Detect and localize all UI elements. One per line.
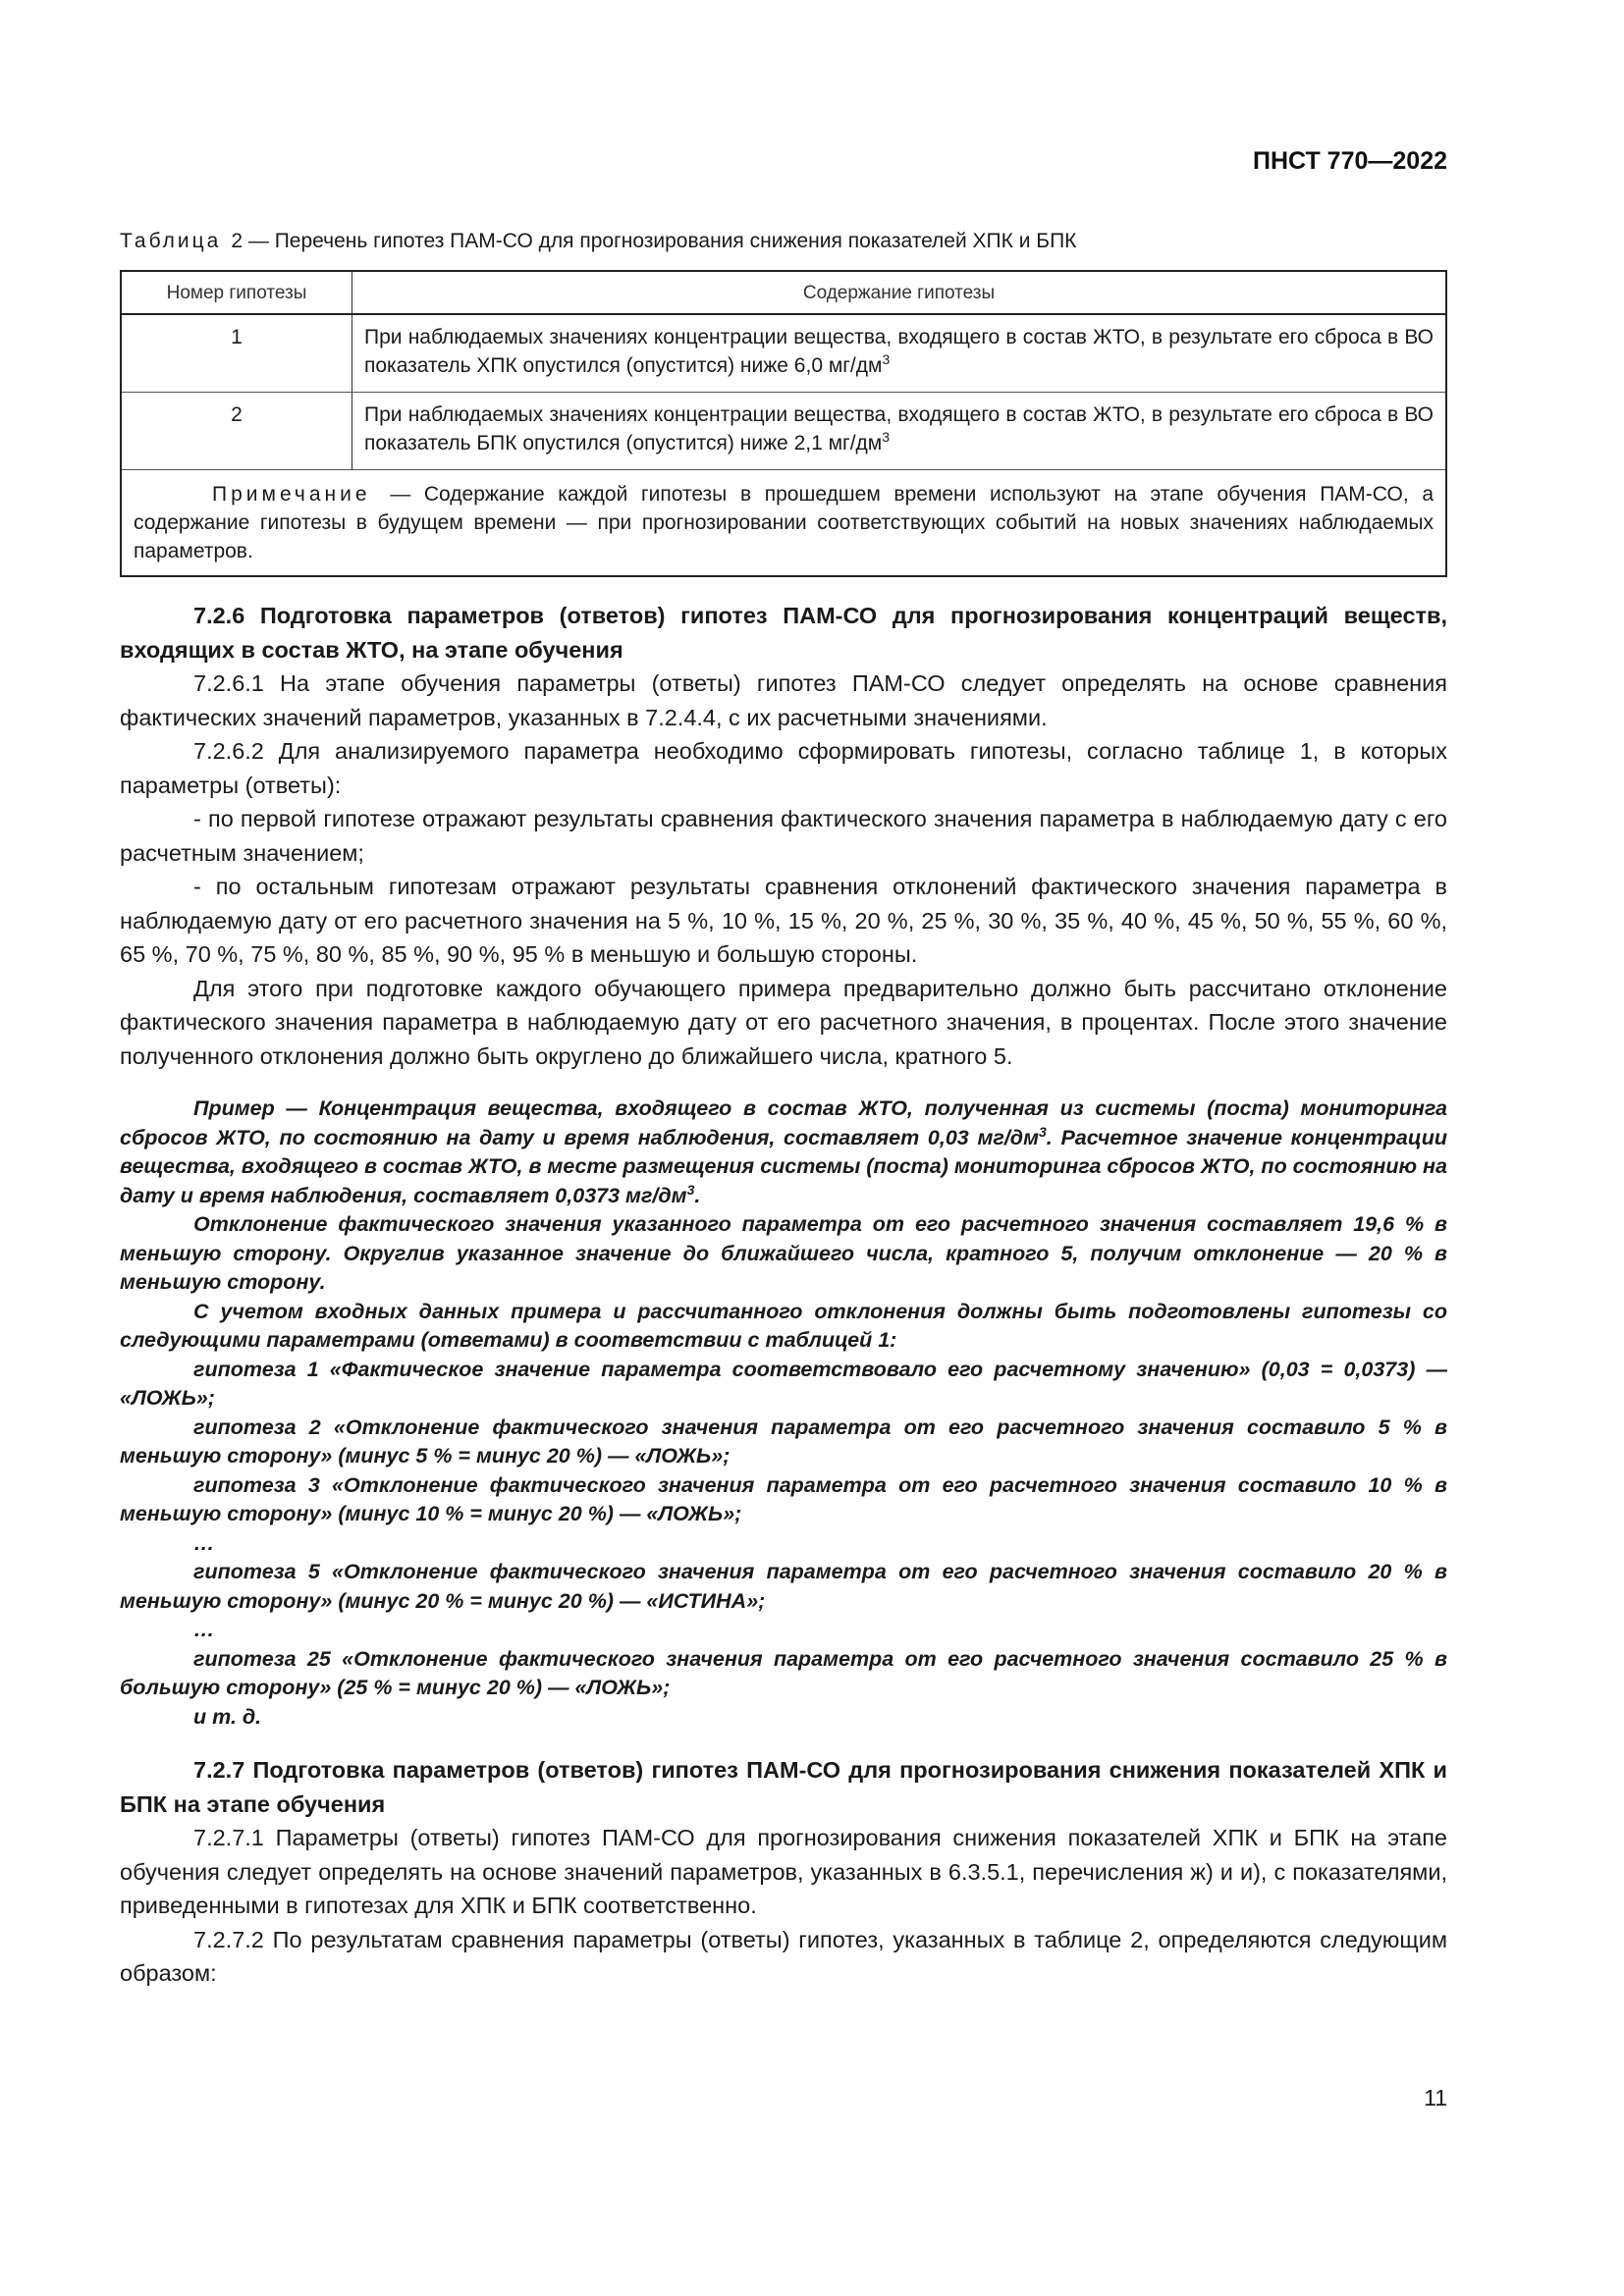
example-text: Пример — Концентрация вещества, входящего в состав ЖТО, полученная из системы (поста) мониторинга сбросов ЖТО, по состоянию на дату и время наблюдения, составляет 0,03 мг/дм — [120, 1096, 1447, 1149]
example-hypotheses-intro: С учетом входных данных примера и рассчитанного отклонения должны быть подготовлены гипотезы со следующими параметрами (ответами) в соответствии с таблицей 1: — [120, 1299, 1447, 1352]
example-text: . Расчетное значение концентрации вещества, входящего в состав ЖТО, в месте размещения системы (поста) мониторинга сбросов ЖТО, по состоянию на дату и время наблюдения, составляет 0,0373 мг/дм — [120, 1125, 1447, 1207]
paragraph-7-2-6-1: 7.2.6.1 На этапе обучения параметры (ответы) гипотез ПАМ-СО следует определять на основе сравнения фактических значений параметров, указанных в 7.2.4.4, с их расчетными значениями. — [120, 670, 1447, 730]
superscript: 3 — [882, 429, 891, 445]
example-hypothesis-25: гипотеза 25 «Отклонение фактического значения параметра от его расчетного значения составило 25 % в большую сторону» (25 % = минус 20 %) — «ЛОЖЬ»; — [120, 1646, 1447, 1699]
table-caption — [120, 228, 1447, 255]
note-text: — Содержание каждой гипотезы в прошедшем времени используют на этапе обучения ПАМ-СО, а содержание гипотезы в будущем времени — при прогнозировании соответствующих событий на новых значениях наблюдаемых параметров. — [134, 483, 1434, 562]
example-ellipsis: … — [193, 1618, 215, 1641]
table-caption-label: Таблица — [120, 230, 222, 252]
superscript: 3 — [882, 351, 891, 367]
hypothesis-content — [352, 393, 1447, 470]
example-ellipsis: … — [193, 1530, 215, 1555]
example-hypothesis-2: гипотеза 2 «Отклонение фактического значения параметра от его расчетного значения составило 5 % в меньшую сторону» (минус 5 % = минус 20 %) — «ЛОЖЬ»; — [120, 1415, 1447, 1468]
example-text: . — [694, 1183, 701, 1207]
hypothesis-text: При наблюдаемых значениях концентрации вещества, входящего в состав ЖТО, в результате его сброса в ВО показатель БПК опустился (опустится) ниже 2,1 мг/дм — [364, 403, 1434, 454]
table-row — [121, 314, 1446, 393]
hypothesis-number: 1 — [121, 314, 352, 393]
column-header-number: Номер гипотезы — [121, 271, 352, 314]
document-code: ПНСТ 770—2022 — [1253, 147, 1447, 175]
example-hypothesis-5: гипотеза 5 «Отклонение фактического значения параметра от его расчетного значения составило 20 % в меньшую сторону» (минус 20 % = минус 20 %) — «ИСТИНА»; — [120, 1560, 1447, 1613]
list-item-other-hypotheses: - по остальным гипотезам отражают результаты сравнения отклонений фактического значения параметра в наблюдаемую дату от его расчетного значения на 5 %, 10 %, 15 %, 20 %, 25 %, 30 %, 35 %, 40 %, 45 %, 50 %, 55 %, 60 %, 65 %, 70 %, 75 %, 80 %, 85 %, 90 %, 95 % в меньшую и большую стороны. — [120, 874, 1447, 967]
example-deviation: Отклонение фактического значения указанного параметра от его расчетного значения составляет 19,6 % в меньшую сторону. Округлив указанное значение до ближайшего числа, кратного 5, получим отклонение — 20 % в меньшую сторону. — [120, 1212, 1447, 1294]
paragraph-7-2-7-2: 7.2.7.2 По результатам сравнения параметры (ответы) гипотез, указанных в таблице 2, определяются следующим образом: — [120, 1926, 1447, 1986]
hypothesis-text: При наблюдаемых значениях концентрации вещества, входящего в состав ЖТО, в результате его сброса в ВО показатель ХПК опустился (опустится) ниже 6,0 мг/дм — [364, 326, 1434, 377]
page-number: 11 — [1424, 2085, 1447, 2110]
table-note — [121, 470, 1446, 577]
example-intro — [120, 1095, 1447, 1210]
list-item-first-hypothesis: - по первой гипотезе отражают результаты сравнения фактического значения параметра в наблюдаемую дату с его расчетным значением; — [120, 806, 1447, 866]
table-row — [121, 393, 1446, 470]
superscript: 3 — [686, 1181, 695, 1198]
example-hypothesis-1: гипотеза 1 «Фактическое значение параметра соответствовало его расчетному значению» (0,03 = 0,0373) — «ЛОЖЬ»; — [120, 1357, 1447, 1410]
section-heading-7-2-7: 7.2.7 Подготовка параметров (ответов) гипотез ПАМ-СО для прогнозирования снижения показателей ХПК и БПК на этапе обучения — [120, 1757, 1447, 1817]
note-label: Примечание — [212, 483, 371, 506]
paragraph-7-2-6-2: 7.2.6.2 Для анализируемого параметра необходимо сформировать гипотезы, согласно таблице 1, в которых параметры (ответы): — [120, 738, 1447, 798]
table-caption-text: 2 — Перечень гипотез ПАМ-СО для прогнозирования снижения показателей ХПК и БПК — [231, 230, 1077, 252]
superscript: 3 — [1039, 1123, 1047, 1140]
hypothesis-content — [352, 314, 1447, 393]
hypothesis-number: 2 — [121, 393, 352, 470]
table-note-row — [121, 470, 1446, 577]
section-heading-7-2-6: 7.2.6 Подготовка параметров (ответов) гипотез ПАМ-СО для прогнозирования концентраций веществ, входящих в состав ЖТО, на этапе обучения — [120, 603, 1447, 663]
example-block — [120, 1095, 1447, 1732]
paragraph-deviation-rounding: Для этого при подготовке каждого обучающего примера предварительно должно быть рассчитано отклонение фактического значения параметра в наблюдаемую дату от его расчетного значения, в процентах. После этого значение полученного отклонения должно быть округлено до ближайшего числа, кратного 5. — [120, 975, 1447, 1069]
column-header-content: Содержание гипотезы — [352, 271, 1447, 314]
page-content — [120, 228, 1447, 1991]
hypotheses-table — [120, 270, 1447, 577]
example-hypothesis-3: гипотеза 3 «Отклонение фактического значения параметра от его расчетного значения составило 10 % в меньшую сторону» (минус 10 % = минус 20 %) — «ЛОЖЬ»; — [120, 1472, 1447, 1525]
example-etc: и т. д. — [193, 1704, 262, 1729]
paragraph-7-2-7-1: 7.2.7.1 Параметры (ответы) гипотез ПАМ-СО для прогнозирования снижения показателей ХПК и БПК на этапе обучения следует определять на основе значений параметров, указанных в 6.3.5.1, перечисления ж) и и), с показателями, приведенными в гипотезах для ХПК и БПК соответственно. — [120, 1825, 1447, 1918]
